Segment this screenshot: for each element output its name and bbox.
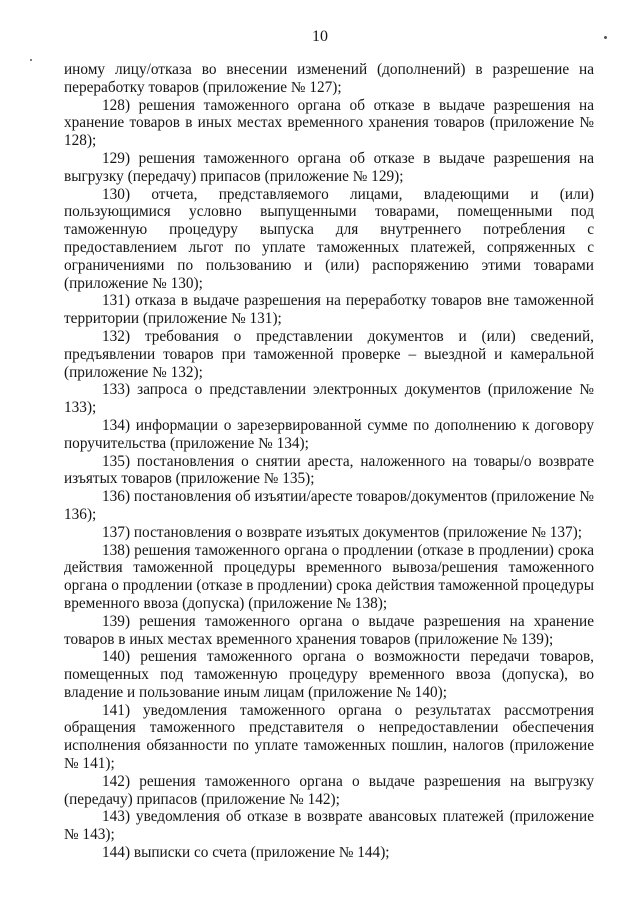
list-item-134: 134) информации о зарезервированной сумме по дополнению к договору поручительства (приложение № 134); (64, 416, 594, 452)
list-item-129: 129) решения таможенного органа об отказе в выдаче разрешения на выгрузку (передачу) припасов (приложение № 129); (64, 149, 594, 185)
scan-speck (604, 36, 607, 39)
list-item-143: 143) уведомления об отказе в возврате авансовых платежей (приложение № 143); (64, 808, 594, 844)
list-item-128: 128) решения таможенного органа об отказе в выдаче разрешения на хранение товаров в иных местах временного хранения товаров (приложение № 128); (64, 96, 594, 150)
list-item-142: 142) решения таможенного органа о выдаче разрешения на выгрузку (передачу) припасов (приложение № 142); (64, 772, 594, 808)
list-item-135: 135) постановления о снятии ареста, наложенного на товары/о возврате изъятых товаров (приложение № 135); (64, 452, 594, 488)
paragraph-continuation: иному лицу/отказа во внесении изменений (дополнений) в разрешение на переработку товаров (приложение № 127); (64, 61, 594, 96)
list-item-144: 144) выписки со счета (приложение № 144); (102, 844, 390, 862)
list-item-133: 133) запроса о представлении электронных документов (приложение № 133); (64, 381, 594, 417)
list-item-139: 139) решения таможенного органа о выдаче разрешения на хранение товаров в иных местах временного хранения товаров (приложение № 139); (64, 612, 594, 648)
list-item-132: 132) требования о представлении документов и (или) сведений, предъявлении товаров при таможенной проверке – выездной и камеральной (приложение № 132); (64, 327, 594, 381)
list-item-130: 130) отчета, представляемого лицами, владеющими и (или) пользующимися условно выпущенными товарами, помещенными под таможенную процедуру выпуска для внутреннего потребления с предоставлением льгот по уплате таможенных платежей, сопряженных с ограничениями по пользованию и (или) распоряжению этими товарами (приложение № 130); (64, 185, 594, 292)
list-item-131: 131) отказа в выдаче разрешения на переработку товаров вне таможенной территории (приложение № 131); (64, 292, 594, 328)
list-item-136: 136) постановления об изъятии/аресте товаров/документов (приложение № 136); (64, 488, 594, 523)
page-number: 10 (312, 28, 328, 45)
list-item-141: 141) уведомления таможенного органа о результатах рассмотрения обращения таможенного представителя о непредоставлении обеспечения исполнения обязанности по уплате таможенных пошлин, налогов (приложение № 141); (64, 701, 594, 773)
list-item-137: 137) постановления о возврате изъятых документов (приложение № 137); (102, 523, 583, 541)
scan-speck (30, 59, 32, 61)
document-body (64, 61, 594, 862)
list-item-140: 140) решения таможенного органа о возможности передачи товаров, помещенных под таможенную процедуру временного ввоза (допуска), во владение и пользование иным лицам (приложение № 140); (64, 648, 594, 701)
list-item-138: 138) решения таможенного органа о продлении (отказе в продлении) срока действия таможенной процедуры временного вывоза/решения таможенного органа о продлении (отказе в продлении) срока действия таможенной процедуры временного ввоза (допуска) (приложение № 138); (64, 541, 594, 612)
